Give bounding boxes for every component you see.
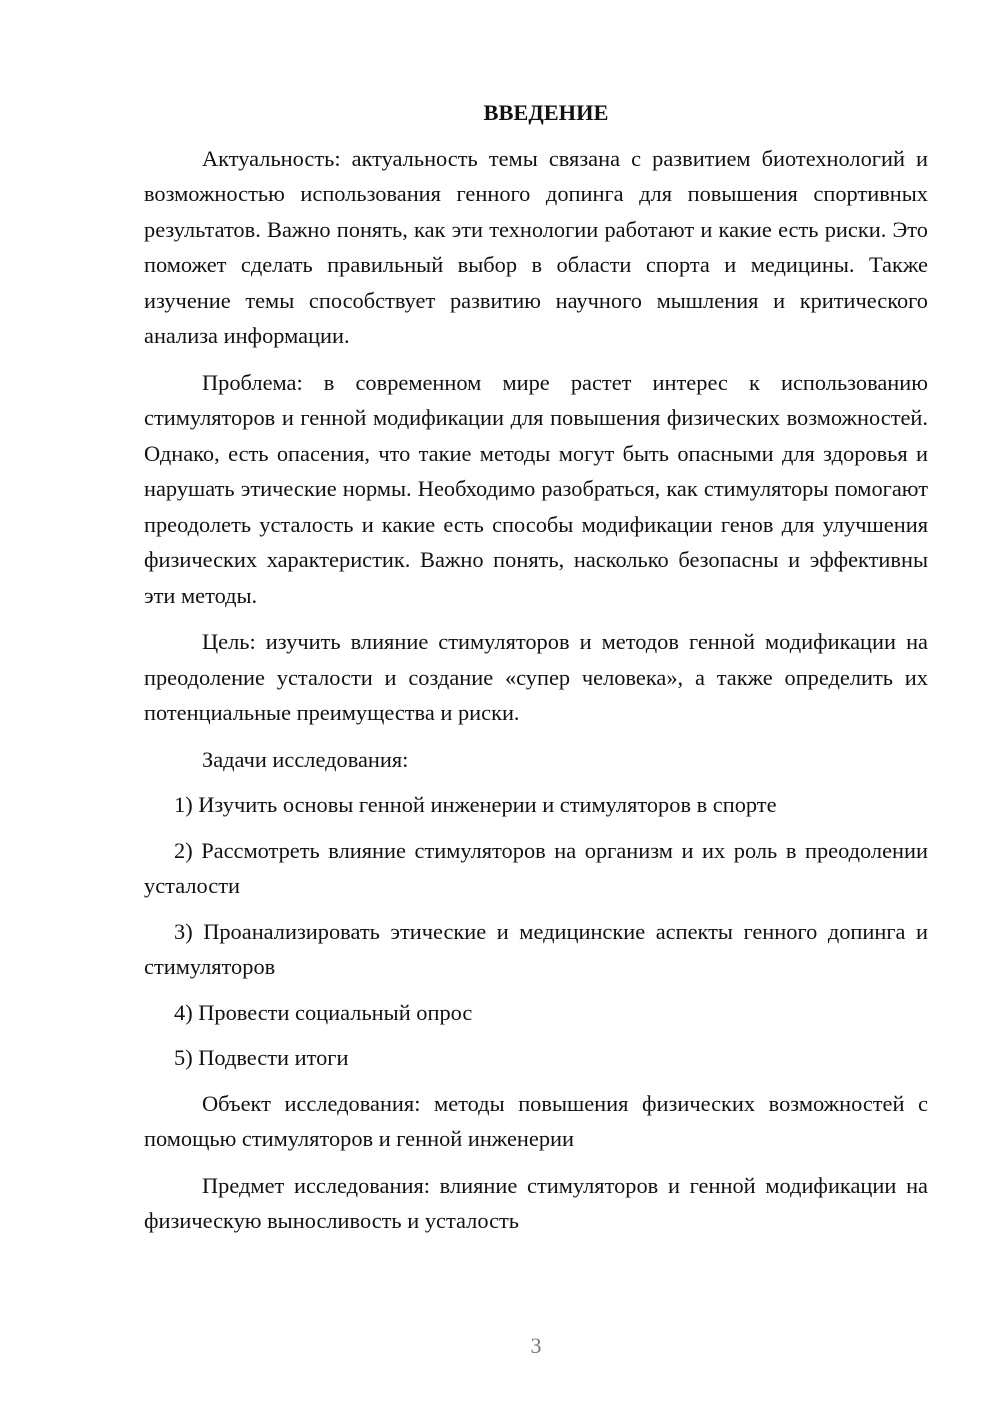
task-item-5: 5) Подвести итоги <box>174 1045 349 1070</box>
task-item-2: 2) Рассмотреть влияние стимуляторов на организм и их роль в преодолении усталости <box>144 837 928 898</box>
page-content <box>144 95 928 1250</box>
task-item-4: 4) Провести социальный опрос <box>174 999 473 1025</box>
paragraph-goal: Цель: изучить влияние стимуляторов и методов генной модификации на преодоление усталости и создание «супер человека», а также определить их потенциальные преимущества и риски. <box>144 629 928 725</box>
paragraph-research-subject: Предмет исследования: влияние стимуляторов и генной модификации на физическую выносливость и усталость <box>144 1172 928 1233</box>
tasks-heading: Задачи исследования: <box>202 746 409 772</box>
paragraph-relevance: Актуальность: актуальность темы связана с развитием биотехнологий и возможностью использования генного допинга для повышения спортивных результатов. Важно понять, как эти технологии работают и какие есть риски. Это поможет сделать правильный выбор в области спорта и медицины. Также изучение темы способствует развитию научного мышления и критического анализа информации. <box>144 145 928 348</box>
page-title: ВВЕДЕНИЕ <box>483 100 609 125</box>
task-item-3: 3) Проанализировать этические и медицинские аспекты генного допинга и стимуляторов <box>144 918 928 979</box>
paragraph-problem: Проблема: в современном мире растет интерес к использованию стимуляторов и генной модификации для повышения физических возможностей. Однако, есть опасения, что такие методы могут быть опасными для здоровья и нарушать этические нормы. Необходимо разобраться, как стимуляторы помогают преодолеть усталость и какие есть способы модификации генов для улучшения физических характеристик. Важно понять, насколько безопасны и эффективны эти методы. <box>144 369 928 608</box>
paragraph-research-object: Объект исследования: методы повышения физических возможностей с помощью стимуляторов и генной инженерии <box>144 1090 928 1151</box>
task-item-1: 1) Изучить основы генной инженерии и стимуляторов в спорте <box>174 792 777 817</box>
page-number: 3 <box>530 1333 542 1358</box>
